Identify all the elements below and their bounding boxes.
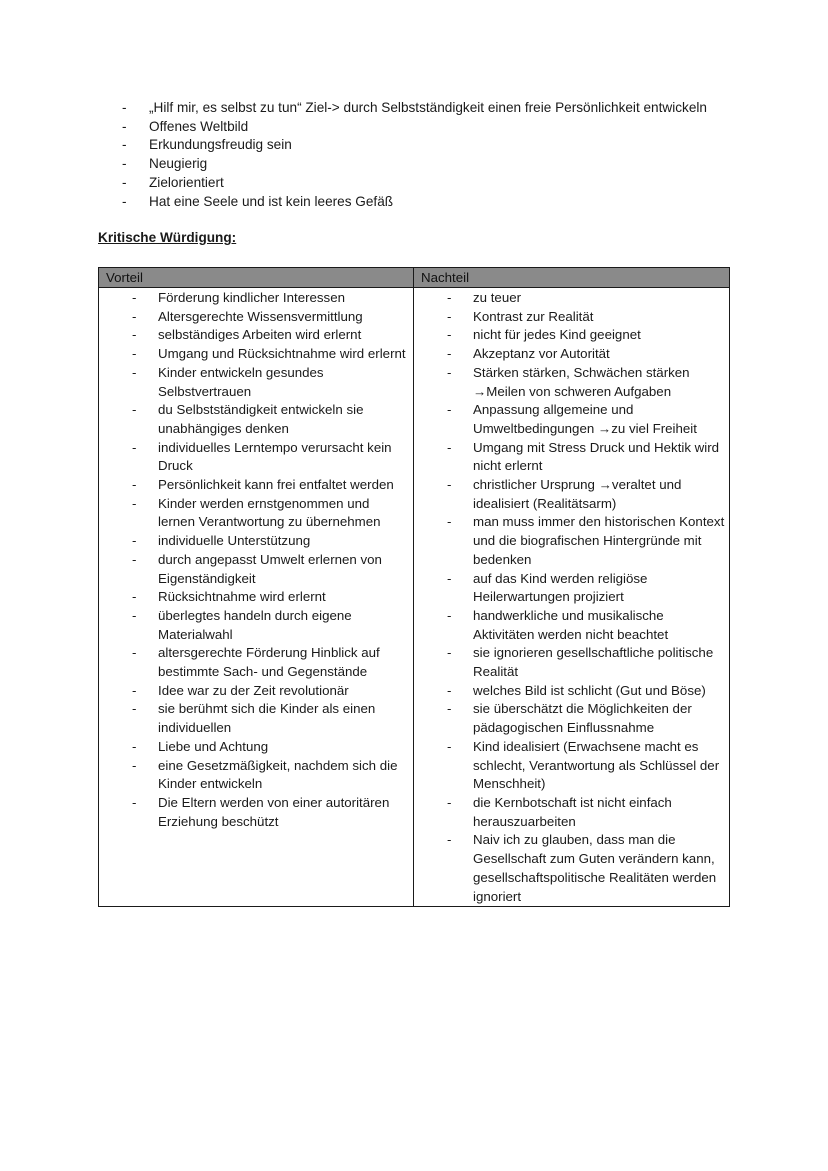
- list-item-text: Kinder werden ernstgenommen und lernen Verantwortung zu übernehmen: [158, 495, 381, 530]
- list-item-text: Zielorientiert: [149, 174, 224, 190]
- dash-bullet: -: [447, 439, 452, 455]
- dash-bullet: -: [447, 701, 452, 717]
- dash-bullet: -: [132, 495, 137, 511]
- list-item-text: Kontrast zur Realität: [473, 308, 594, 324]
- table-row: [99, 288, 730, 907]
- list-item-text: „Hilf mir, es selbst zu tun“ Ziel-> durch Selbstständigkeit einen freie Persönlichkeit entwickeln: [149, 100, 707, 115]
- list-item-text: Altersgerechte Wissensvermittlung: [158, 308, 363, 324]
- list-item-text: Umgang und Rücksichtnahme wird erlernt: [158, 346, 406, 362]
- list-item: [122, 118, 707, 137]
- list-item-text: Kind idealisiert (Erwachsene macht es schlecht, Verantwortung als Schlüssel der Menschheit): [473, 738, 720, 792]
- list-item: [414, 308, 729, 327]
- list-item: [99, 588, 413, 607]
- list-item: [414, 476, 729, 513]
- list-item-text: sie überschätzt die Möglichkeiten der pädagogischen Einflussnahme: [473, 701, 692, 736]
- list-item: [414, 831, 729, 906]
- dash-bullet: -: [132, 533, 137, 549]
- list-item-text: altersgerechte Förderung Hinblick auf bestimmte Sach- und Gegenstände: [158, 645, 380, 680]
- list-item: [414, 738, 729, 794]
- pros-cons-table: [98, 267, 730, 907]
- dash-bullet: -: [132, 364, 137, 380]
- dash-bullet: -: [122, 118, 127, 134]
- dash-bullet: -: [132, 589, 137, 605]
- list-item-text: sie ignorieren gesellschaftliche politische Realität: [473, 645, 714, 680]
- list-item-text: handwerkliche und musikalische Aktivitäten werden nicht beachtet: [473, 607, 669, 642]
- dash-bullet: -: [447, 514, 452, 530]
- list-item-text: Idee war zu der Zeit revolutionär: [158, 682, 349, 698]
- dash-bullet: -: [132, 308, 137, 324]
- list-item-text: sie berühmt sich die Kinder als einen individuellen: [158, 701, 376, 736]
- nachteil-list: [414, 288, 729, 906]
- intro-bullet-list: [122, 99, 707, 211]
- list-item-text: Förderung kindlicher Interessen: [158, 290, 345, 305]
- dash-bullet: -: [447, 346, 452, 362]
- table-header-row: [99, 268, 730, 288]
- list-item-text: Umgang mit Stress Druck und Hektik wird nicht erlernt: [473, 439, 720, 474]
- dash-bullet: -: [132, 290, 137, 305]
- dash-bullet: -: [447, 308, 452, 324]
- dash-bullet: -: [132, 477, 137, 493]
- dash-bullet: -: [132, 645, 137, 661]
- dash-bullet: -: [447, 738, 452, 754]
- dash-bullet: -: [132, 346, 137, 362]
- dash-bullet: -: [132, 701, 137, 717]
- list-item-text: selbständiges Arbeiten wird erlernt: [158, 327, 362, 343]
- dash-bullet: -: [132, 402, 137, 418]
- dash-bullet: -: [447, 832, 452, 848]
- list-item: [99, 345, 413, 364]
- list-item-text: durch angepasst Umwelt erlernen von Eigenständigkeit: [158, 551, 382, 586]
- list-item: [414, 682, 729, 701]
- list-item-text: christlicher Ursprung →veraltet und idealisiert (Realitätsarm): [473, 477, 682, 511]
- list-item-text: die Kernbotschaft ist nicht einfach herauszuarbeiten: [473, 794, 672, 829]
- list-item-text: Kinder entwickeln gesundes Selbstvertrauen: [158, 364, 324, 399]
- list-item: [414, 326, 729, 345]
- dash-bullet: -: [132, 551, 137, 567]
- list-item: [414, 644, 729, 681]
- list-item-text: Offenes Weltbild: [149, 118, 249, 134]
- list-item-text: Akzeptanz vor Autorität: [473, 346, 610, 362]
- list-item-text: Erkundungsfreudig sein: [149, 137, 292, 153]
- list-item-text: du Selbstständigkeit entwickeln sie unabhängiges denken: [158, 402, 364, 436]
- list-item-text: Rücksichtnahme wird erlernt: [158, 589, 326, 605]
- list-item-text: überlegtes handeln durch eigene Materialwahl: [158, 607, 352, 642]
- list-item-text: welches Bild ist schlicht (Gut und Böse): [473, 682, 706, 698]
- list-item: [99, 476, 413, 495]
- list-item-text: Hat eine Seele und ist kein leeres Gefäß: [149, 193, 394, 209]
- dash-bullet: -: [122, 193, 127, 209]
- vorteil-list: [99, 288, 413, 831]
- header-vorteil: Vorteil: [99, 268, 414, 288]
- dash-bullet: -: [122, 156, 127, 172]
- dash-bullet: -: [447, 570, 452, 586]
- list-item-text: auf das Kind werden religiöse Heilerwartungen projiziert: [473, 570, 648, 605]
- list-item-text: Naiv ich zu glauben, dass man die Gesellschaft zum Guten verändern kann, gesellschaftspolitische Realitäten werden ignoriert: [473, 832, 717, 904]
- list-item: [414, 513, 729, 569]
- dash-bullet: -: [122, 100, 127, 115]
- list-item: [99, 644, 413, 681]
- dash-bullet: -: [447, 477, 452, 493]
- list-item-text: Persönlichkeit kann frei entfaltet werden: [158, 477, 394, 493]
- list-item: [99, 738, 413, 757]
- list-item: [414, 401, 729, 438]
- dash-bullet: -: [447, 645, 452, 661]
- list-item: [99, 794, 413, 831]
- list-item-text: Die Eltern werden von einer autoritären Erziehung beschützt: [158, 794, 390, 829]
- list-item: [414, 439, 729, 476]
- list-item: [414, 345, 729, 364]
- list-item: [414, 794, 729, 831]
- list-item: [99, 439, 413, 476]
- dash-bullet: -: [132, 607, 137, 623]
- list-item: [99, 551, 413, 588]
- list-item: [414, 364, 729, 401]
- list-item-text: nicht für jedes Kind geeignet: [473, 327, 641, 343]
- list-item-text: eine Gesetzmäßigkeit, nachdem sich die Kinder entwickeln: [158, 757, 398, 792]
- list-item: [99, 495, 413, 532]
- dash-bullet: -: [132, 794, 137, 810]
- list-item-text: Liebe und Achtung: [158, 738, 269, 754]
- list-item: [414, 289, 729, 308]
- list-item-text: Neugierig: [149, 156, 208, 172]
- list-item: [99, 289, 413, 308]
- list-item: [99, 682, 413, 701]
- vorteil-cell: [99, 288, 414, 907]
- nachteil-cell: [414, 288, 730, 907]
- list-item-text: individuelles Lerntempo verursacht kein Druck: [158, 439, 392, 474]
- section-heading: Kritische Würdigung:: [98, 230, 237, 245]
- dash-bullet: -: [447, 290, 452, 305]
- list-item: [99, 326, 413, 345]
- list-item: [99, 607, 413, 644]
- list-item: [122, 136, 707, 155]
- dash-bullet: -: [132, 327, 137, 343]
- list-item: [99, 401, 413, 438]
- list-item: [122, 193, 707, 212]
- list-item: [99, 700, 413, 737]
- dash-bullet: -: [447, 402, 452, 418]
- dash-bullet: -: [122, 137, 127, 153]
- list-item: [122, 174, 707, 193]
- dash-bullet: -: [132, 738, 137, 754]
- header-nachteil: Nachteil: [414, 268, 730, 288]
- list-item-text: zu teuer: [473, 290, 522, 305]
- list-item: [99, 757, 413, 794]
- dash-bullet: -: [447, 327, 452, 343]
- dash-bullet: -: [447, 794, 452, 810]
- list-item: [414, 607, 729, 644]
- dash-bullet: -: [132, 439, 137, 455]
- dash-bullet: -: [447, 682, 452, 698]
- dash-bullet: -: [447, 607, 452, 623]
- list-item: [99, 364, 413, 401]
- list-item: [414, 700, 729, 737]
- dash-bullet: -: [447, 364, 452, 380]
- list-item-text: Stärken stärken, Schwächen stärken →Meilen von schweren Aufgaben: [473, 364, 690, 399]
- list-item-text: individuelle Unterstützung: [158, 533, 311, 549]
- dash-bullet: -: [122, 174, 127, 190]
- list-item: [122, 155, 707, 174]
- list-item-text: man muss immer den historischen Kontext und die biografischen Hintergründe mit bedenken: [473, 514, 725, 567]
- list-item: [122, 99, 707, 118]
- dash-bullet: -: [132, 757, 137, 773]
- list-item: [99, 308, 413, 327]
- dash-bullet: -: [132, 682, 137, 698]
- list-item-text: Anpassung allgemeine und Umweltbedingungen →zu viel Freiheit: [473, 402, 697, 436]
- list-item: [414, 570, 729, 607]
- list-item: [99, 532, 413, 551]
